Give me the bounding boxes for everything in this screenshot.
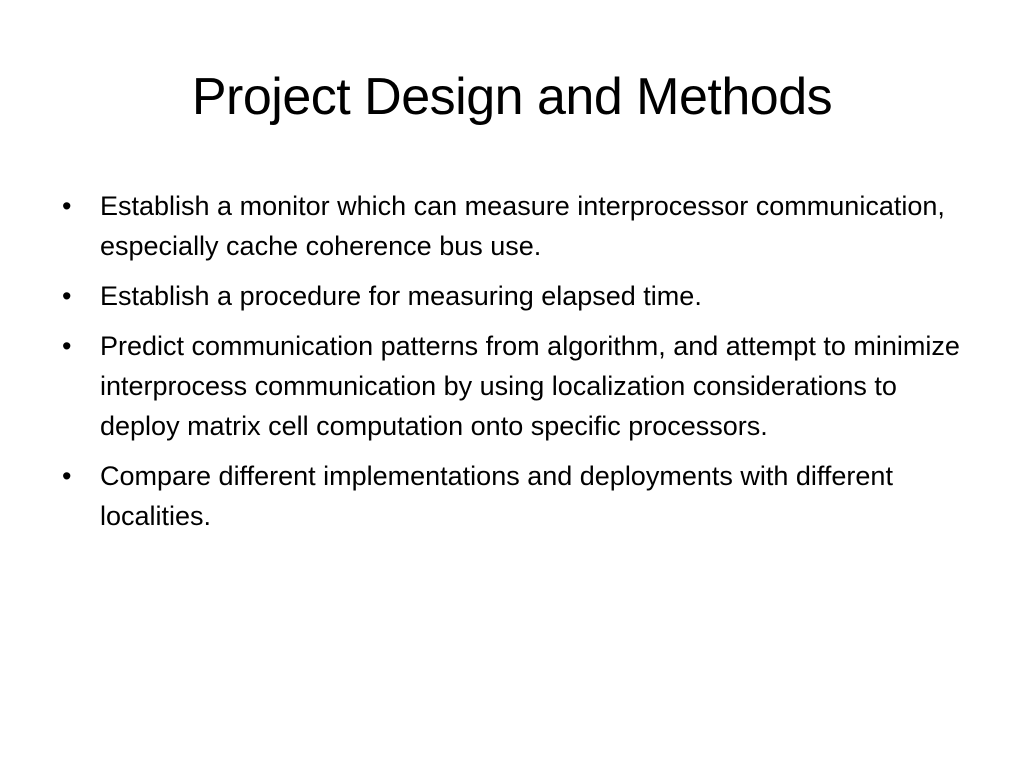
bullet-item <box>60 276 980 316</box>
bullet-icon: • <box>62 281 72 311</box>
bullet-item <box>60 456 980 536</box>
bullet-list <box>60 186 980 536</box>
bullet-item <box>60 326 980 446</box>
slide-title: Project Design and Methods <box>191 68 833 126</box>
bullet-text: Establish a procedure for measuring elapsed time. <box>100 281 702 311</box>
bullet-text: Establish a monitor which can measure interprocessor communication, especially cache coherence bus use. <box>100 191 945 261</box>
bullet-text: Predict communication patterns from algorithm, and attempt to minimize interprocess communication by using localization considerations to deploy matrix cell computation onto specific processors. <box>100 331 960 441</box>
bullet-text: Compare different implementations and deployments with different localities. <box>100 461 893 531</box>
bullet-icon: • <box>62 191 72 221</box>
bullet-icon: • <box>62 461 72 491</box>
bullet-icon: • <box>62 331 72 361</box>
bullet-item <box>60 186 980 266</box>
